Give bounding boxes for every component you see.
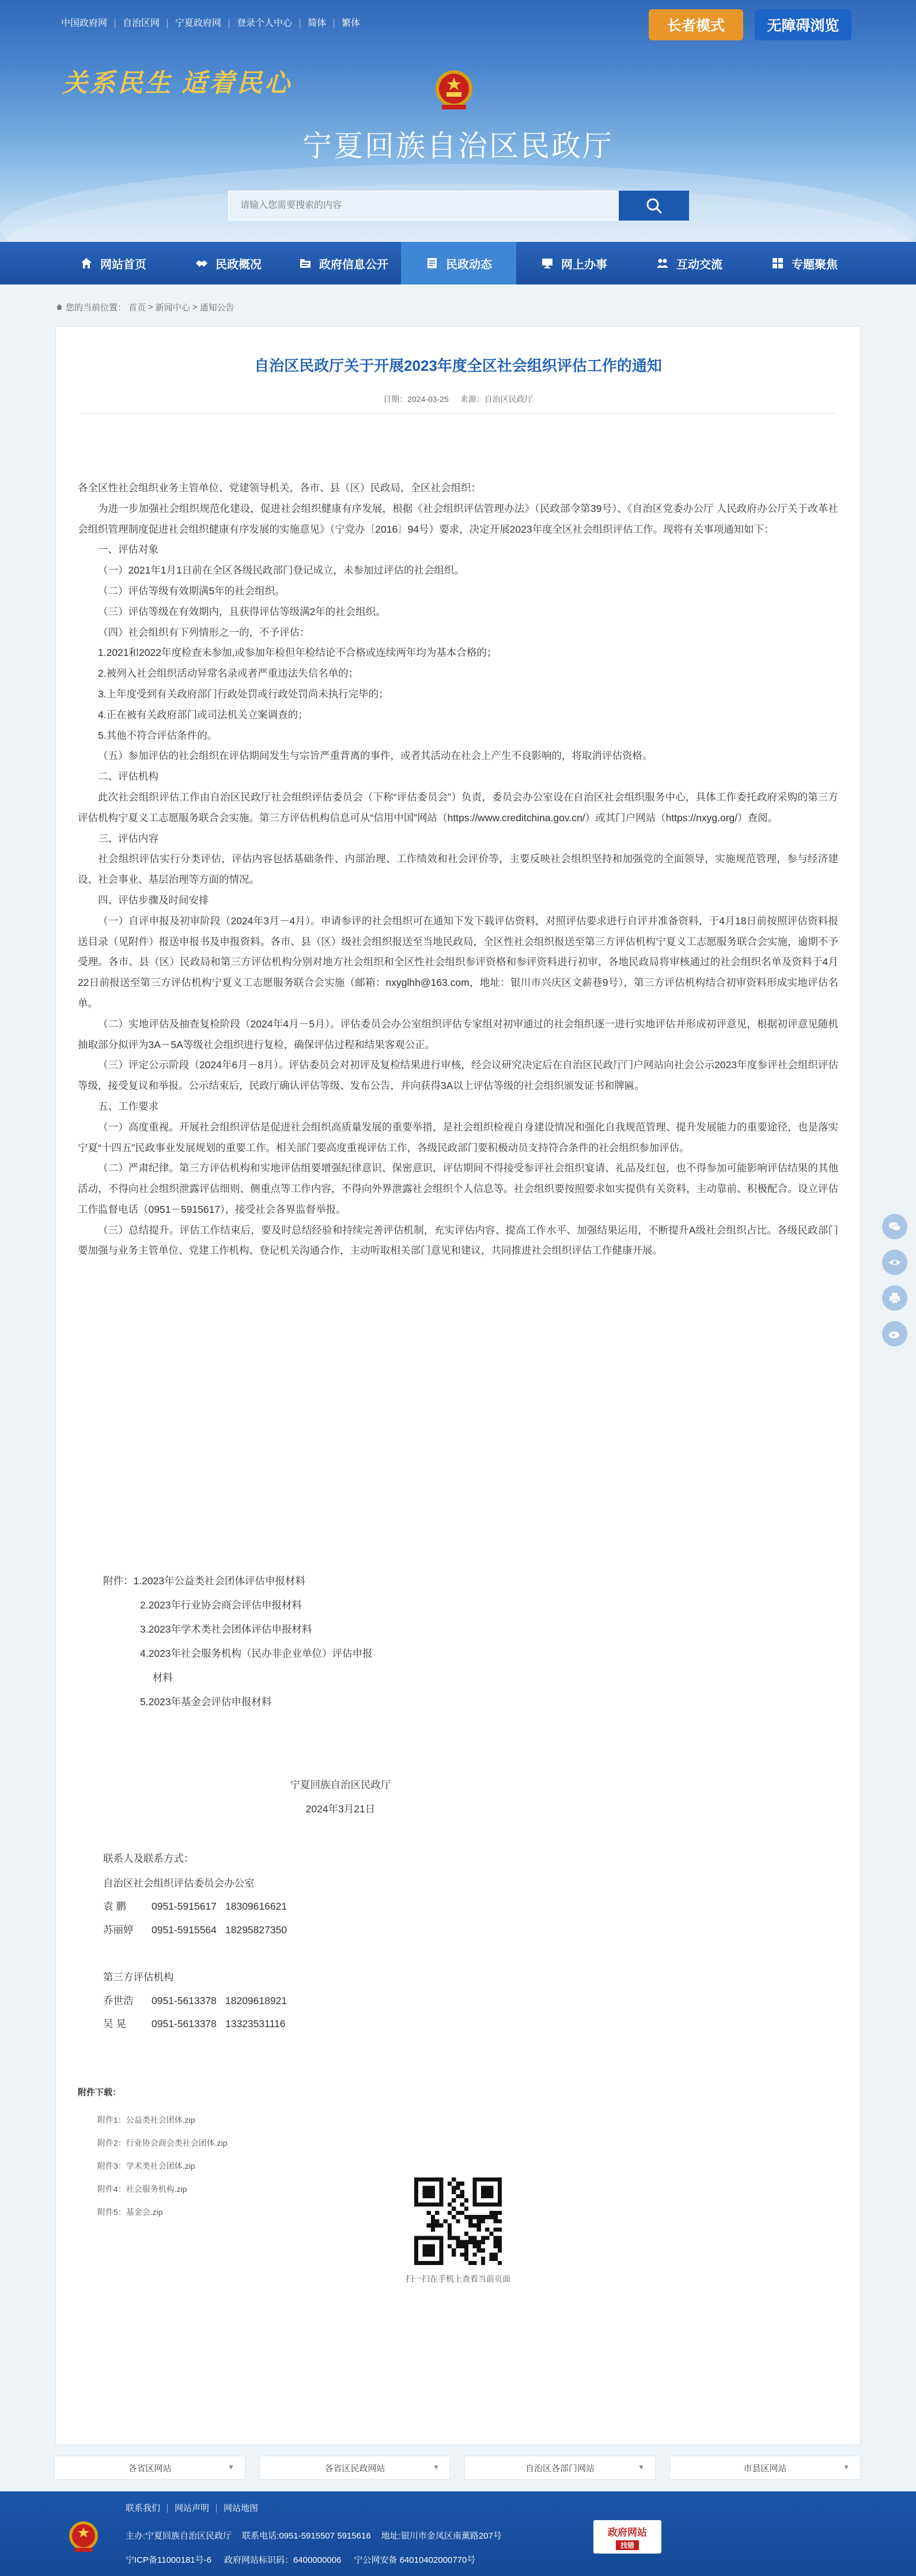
printer-icon bbox=[888, 1291, 902, 1305]
article-title: 自治区民政厅关于开展2023年度全区社会组织评估工作的通知 bbox=[254, 357, 662, 374]
nav-item-overview[interactable] bbox=[171, 242, 286, 284]
contact-name: 吴 晃 bbox=[103, 2018, 126, 2029]
footer-registration bbox=[126, 2554, 475, 2566]
badge-line1: 政府网站 bbox=[608, 2526, 647, 2538]
footer-icp[interactable]: 宁ICP备11000181号-6 bbox=[126, 2555, 211, 2565]
site-title: 宁夏回族自治区民政厅 bbox=[302, 131, 614, 163]
nav-item-home[interactable] bbox=[55, 242, 171, 284]
nav-item-topics[interactable] bbox=[747, 242, 862, 284]
select-label: 自治区各部门网站 bbox=[525, 2463, 595, 2473]
contact-row bbox=[103, 1989, 287, 2013]
news-icon bbox=[425, 256, 439, 270]
signature-org: 宁夏回族自治区民政厅 bbox=[290, 1779, 391, 1790]
footer-phone: 联系电话:0951-5915507 5915616 bbox=[242, 2531, 371, 2541]
provincial-sites-select[interactable] bbox=[54, 2456, 245, 2480]
nav-label: 互动交流 bbox=[676, 258, 722, 271]
weibo-share-button[interactable] bbox=[882, 1321, 907, 1346]
download-list bbox=[97, 2108, 228, 2224]
grid-icon bbox=[771, 256, 785, 270]
eye-icon bbox=[888, 1255, 902, 1269]
nav-label: 网上办事 bbox=[561, 258, 607, 271]
elder-mode-button[interactable]: 长者模式 bbox=[649, 9, 743, 40]
article-paragraph: 此次社会组织评估工作由自治区民政厅社会组织评估委员会（下称“评估委员会”）负责，委员会办公室设在自治区社会组织服务中心，具体工作委托政府采购的第三方评估机构宁夏义工志愿服务联合会实施。第三方评估机构信息可从“信用中国”网站（https://www.creditchina.gov.cn/）或其门户网站（https://nxyg.org/）查阅。 bbox=[78, 791, 838, 824]
accessibility-button[interactable]: 无障碍浏览 bbox=[755, 9, 851, 40]
search-icon bbox=[645, 197, 663, 214]
top-link-simplified[interactable]: 简体 bbox=[300, 19, 334, 28]
nav-item-interaction[interactable] bbox=[631, 242, 747, 284]
contact-mobile: 18209618921 bbox=[225, 1994, 287, 2006]
article-paragraph: （三）总结提升。评估工作结束后，要及时总结经验和持续完善评估机制，充实评估内容、提高工作水平、加强结果运用，不断提升A级社会组织占比。各级民政部门要加强与业务主管单位、党建工作机构、登记机关沟通合作，主动听取相关部门意见和建议，共同推进社会组织评估工作健康开展。 bbox=[78, 1224, 838, 1257]
region-departments-select[interactable] bbox=[464, 2456, 656, 2480]
article-paragraph: 各全区性社会组织业务主管单位、党建领导机关，各市、县（区）民政局，全区社会组织： bbox=[78, 482, 481, 494]
computer-icon bbox=[540, 256, 554, 270]
download-title: 附件下载： bbox=[78, 2088, 122, 2097]
header-banner bbox=[0, 0, 916, 242]
nav-label: 专题聚焦 bbox=[792, 258, 838, 271]
article-paragraph: 社会组织评估实行分类评估，评估内容包括基础条件、内部治理、工作绩效和社会评价等，主要反映社会组织坚持和加强党的全面领导，实施规范管理，参与经济建设、社会事业、基层治理等方面的情况。 bbox=[78, 853, 838, 886]
contact-block bbox=[103, 1847, 287, 2036]
breadcrumb-news-center[interactable]: 新闻中心 bbox=[155, 302, 190, 313]
qr-code bbox=[414, 2177, 502, 2265]
search-box bbox=[228, 191, 619, 221]
contact-row bbox=[103, 1895, 287, 1918]
signature-date: 2024年3月21日 bbox=[305, 1803, 376, 1815]
breadcrumb bbox=[55, 299, 234, 315]
download-link[interactable]: 附件2：行业协会商会类社会团体.zip bbox=[97, 2138, 228, 2148]
search-button[interactable] bbox=[619, 191, 689, 221]
badge-line2: 找错 bbox=[616, 2540, 639, 2550]
article-paragraph: （二）严肃纪律。第三方评估机构和实地评估组要增强纪律意识、保密意识，评估期间不得接受参评社会组织宴请、礼品及红包，也不得参加可能影响评估结果的其他活动，不得向社会组织泄露评估细则、侧重点等工作内容，不得向外界泄露社会组织个人信息等。社会组织要按照要求如实提供有关资料，主动靠前、积极配合。设立评估工作监督电话（0951－5915617），接受社会各界监督举报。 bbox=[78, 1162, 838, 1215]
signature bbox=[266, 1773, 415, 1821]
attachment-list bbox=[103, 1569, 373, 1714]
article-paragraph: 4.正在被有关政府部门或司法机关立案调查的； bbox=[98, 708, 308, 720]
breadcrumb-prefix: 您的当前位置： bbox=[66, 302, 127, 313]
contact-unit: 自治区社会组织评估委员会办公室 bbox=[103, 1877, 255, 1889]
footer-police-record[interactable]: 宁公网安备 64010402000770号 bbox=[354, 2555, 476, 2565]
article-paragraph: （二）评估等级有效期满5年的社会组织。 bbox=[98, 585, 285, 597]
footer-contact-link[interactable]: 联系我们 bbox=[126, 2503, 161, 2513]
article-paragraph: 为进一步加强社会组织规范化建设，促进社会组织健康有序发展，根据《社会组织评估管理办法》（民政部令第39号）、《自治区党委办公厅 人民政府办公厅关于改革社会组织管理制度促进社会组织健康有序发展的实施意见》（宁党办〔2016〕94号）要求，决定开展2023年度全区社会组织评估工作。现将有关事项通知如下： bbox=[78, 502, 838, 535]
article-container bbox=[55, 326, 861, 2445]
contact-mobile: 18295827350 bbox=[225, 1924, 287, 1936]
attachment-line: 附件：1.2023年公益类社会团体评估申报材料 bbox=[103, 1575, 306, 1587]
article-date: 日期：2024-03-25 bbox=[383, 394, 449, 404]
article-paragraph: （一）2021年1月1日前在全区各级民政部门登记成立，未参加过评估的社会组织。 bbox=[98, 564, 464, 576]
contact-mobile: 18309616621 bbox=[225, 1900, 287, 1912]
contact-unit: 第三方评估机构 bbox=[103, 1971, 174, 1983]
chevron-down-icon: ▼ bbox=[228, 2463, 234, 2471]
print-button[interactable] bbox=[882, 1285, 907, 1311]
provincial-civil-affairs-select[interactable] bbox=[259, 2456, 451, 2480]
handshake-icon bbox=[195, 256, 209, 270]
top-link-nx-gov[interactable]: 宁夏政府网 bbox=[167, 19, 229, 28]
folder-icon bbox=[298, 256, 312, 270]
select-label: 市县区网站 bbox=[743, 2463, 787, 2473]
select-label: 各省区民政网站 bbox=[324, 2463, 385, 2473]
article-paragraph: 四、评估步骤及时间安排 bbox=[98, 894, 209, 906]
contact-phone: 0951-5613378 bbox=[152, 1994, 217, 2006]
article-paragraph: （四）社会组织有下列情形之一的，不予评估： bbox=[98, 626, 310, 638]
main-nav bbox=[0, 242, 916, 284]
nav-label: 政府信息公开 bbox=[319, 258, 388, 271]
breadcrumb-separator: > bbox=[148, 302, 153, 312]
select-label: 各省区网站 bbox=[128, 2463, 172, 2473]
contact-row bbox=[103, 1918, 287, 1942]
footer-statement-link[interactable]: 网站声明 bbox=[167, 2504, 216, 2513]
article-paragraph: （一）高度重视。开展社会组织评估是促进社会组织高质量发展的重要举措，是社会组织检视自身建设情况和强化自我规范管理、提升发展能力的重要途径，也是落实宁夏“十四五”民政事业发展规划的重要工作。相关部门要高度重视评估工作，各级民政部门要积极动员支持符合条件的社会组织参加评估。 bbox=[78, 1121, 838, 1154]
article-paragraph: 3.上年度受到有关政府部门行政处罚或行政处罚尚未执行完毕的； bbox=[98, 688, 389, 700]
footer-info bbox=[126, 2529, 502, 2541]
nav-label: 民政概况 bbox=[215, 258, 262, 271]
chevron-down-icon: ▼ bbox=[843, 2463, 850, 2471]
wechat-icon bbox=[888, 1220, 902, 1234]
footer-address: 地址:银川市金凤区南薰路207号 bbox=[381, 2531, 502, 2541]
attachment-line: 3.2023年学术类社会团体评估申报材料 bbox=[140, 1623, 312, 1635]
attachment-line: 材料 bbox=[153, 1672, 173, 1683]
download-link[interactable]: 附件3：学术类社会团体.zip bbox=[97, 2161, 195, 2171]
search-input[interactable] bbox=[229, 191, 618, 220]
weibo-icon bbox=[888, 1327, 902, 1341]
nav-item-online-service[interactable] bbox=[516, 242, 631, 284]
breadcrumb-notices[interactable]: 通知公告 bbox=[199, 302, 234, 313]
contact-phone: 0951-5613378 bbox=[152, 2018, 217, 2029]
slogan: 关系民生 适着民心 bbox=[62, 69, 292, 97]
attachment-line: 4.2023年社会服务机构（民办非企业单位）评估申报 bbox=[140, 1648, 373, 1659]
contact-mobile: 13323531116 bbox=[225, 2018, 286, 2029]
article-paragraph: （二）实地评估及抽查复检阶段（2024年4月－5月）。评估委员会办公室组织评估专家组对初审通过的社会组织逐一进行实地评估并形成初评意见，根据初评意见随机抽取部分拟评为3A－5A等级社会组织进行复检，确保评估过程和结果客观公正。 bbox=[78, 1018, 839, 1050]
nav-label: 民政动态 bbox=[446, 258, 492, 271]
article-paragraph: （五）参加评估的社会组织在评估期间发生与宗旨严重背离的事件，或者其活动在社会上产生不良影响的，将取消评估资格。 bbox=[98, 750, 653, 762]
related-sites-bar bbox=[54, 2456, 861, 2480]
attachment-line: 2.2023年行业协会商会评估申报材料 bbox=[140, 1599, 302, 1611]
download-link[interactable]: 附件1：公益类社会团体.zip bbox=[97, 2115, 195, 2124]
top-link-login[interactable]: 登录个人中心 bbox=[229, 19, 300, 28]
footer-links bbox=[126, 2504, 265, 2513]
article-paragraph: （三）评定公示阶段（2024年6月－8月）。评估委员会对初评及复检结果进行审核，经会议研究决定后在自治区民政厅门户网站向社会公示2023年度参评社会组织评估等级，接受复议和举报。公示结束后，民政厅确认评估等级、发布公告，并向获得3A以上评估等级的社会组织颁发证书和牌匾。 bbox=[78, 1059, 838, 1092]
attachment-line: 5.2023年基金会评估申报材料 bbox=[140, 1696, 272, 1708]
download-link[interactable]: 附件4：社会服务机构.zip bbox=[97, 2184, 187, 2194]
article-paragraph: （一）自评申报及初审阶段（2024年3月－4月）。申请参评的社会组织可在通知下发下载评估资料，对照评估要求进行自评并准备资料，于4月18日前按照评估资料报送目录（见附件）报送申报书及申报资料。各市、县（区）级社会组织报送至当地民政局，全区性社会组织报送至第三方评估机构宁夏义工志愿服务联合会实施，逾期不予受理。各市、县（区）民政局和第三方评估机构分别对地方社会组织和全区性社会组织参评资格和参评资料进行初审，各地民政局将审核通过的社会组织名单及资料于4月22日前报送至第三方评估机构宁夏义工志愿服务联合会实施（邮箱：nxyglhh@163.com，地址：银川市兴庆区文薪巷9号），第三方评估机构结合初审资料形成实地评估名单。 bbox=[78, 915, 838, 1009]
nav-label: 网站首页 bbox=[100, 258, 146, 271]
article-meta bbox=[56, 393, 860, 405]
view-button[interactable] bbox=[882, 1250, 907, 1275]
breadcrumb-home[interactable]: 首页 bbox=[128, 302, 146, 313]
contact-phone: 0951-5915617 bbox=[152, 1900, 217, 1912]
article-paragraph: 一、评估对象 bbox=[98, 544, 158, 556]
contact-phone: 0951-5915564 bbox=[152, 1924, 217, 1936]
chevron-down-icon: ▼ bbox=[433, 2463, 440, 2471]
article-paragraph: 5.其他不符合评估条件的。 bbox=[98, 729, 218, 741]
contact-heading: 联系人及联系方式： bbox=[103, 1853, 194, 1864]
national-emblem-icon bbox=[434, 68, 474, 112]
find-error-badge[interactable] bbox=[593, 2520, 661, 2554]
nav-item-news[interactable] bbox=[401, 242, 516, 284]
footer-emblem-icon bbox=[68, 2520, 99, 2554]
article-paragraph: 1.2021和2022年度检查未参加,或参加年检但年检结论不合格或连续两年均为基本合格的； bbox=[98, 647, 497, 659]
footer-sitemap-link[interactable]: 网站地图 bbox=[216, 2504, 265, 2513]
footer bbox=[0, 2491, 916, 2576]
home-icon bbox=[80, 256, 93, 270]
wechat-share-button[interactable] bbox=[882, 1214, 907, 1239]
people-icon bbox=[656, 256, 669, 270]
download-link[interactable]: 附件5：基金会.zip bbox=[97, 2207, 163, 2217]
nav-item-disclosure[interactable] bbox=[286, 242, 401, 284]
city-county-sites-select[interactable] bbox=[669, 2456, 861, 2480]
article-paragraph: 2.被列入社会组织活动异常名录或者严重违法失信名单的； bbox=[98, 667, 359, 680]
article-paragraph: （三）评估等级在有效期内，且获得评估等级满2年的社会组织。 bbox=[98, 605, 386, 617]
breadcrumb-separator: > bbox=[192, 302, 198, 312]
top-link-traditional[interactable]: 繁体 bbox=[334, 19, 368, 28]
footer-site-code: 政府网站标识码：6400000006 bbox=[224, 2555, 342, 2565]
article-paragraph: 五、工作要求 bbox=[98, 1100, 158, 1112]
article-paragraph: 三、评估内容 bbox=[98, 832, 158, 844]
article-body bbox=[78, 478, 838, 1261]
article-source: 来源：自治区民政厅 bbox=[460, 394, 533, 404]
top-links-bar bbox=[61, 15, 368, 32]
footer-sponsor: 主办:宁夏回族自治区民政厅 bbox=[126, 2531, 232, 2541]
floating-share-bar bbox=[882, 1214, 907, 1346]
contact-row bbox=[103, 2012, 287, 2036]
contact-name: 袁 鹏 bbox=[103, 1900, 126, 1912]
top-link-gov[interactable]: 中国政府网 bbox=[61, 18, 108, 28]
article-paragraph: 二、评估机构 bbox=[98, 771, 158, 783]
contact-name: 苏丽婷 bbox=[103, 1924, 134, 1936]
location-icon bbox=[55, 303, 63, 311]
contact-name: 乔世浩 bbox=[103, 1994, 134, 2006]
top-link-region[interactable]: 自治区网 bbox=[115, 19, 167, 28]
chevron-down-icon: ▼ bbox=[638, 2463, 645, 2471]
qr-caption: 扫一扫在手机上查看当前页面 bbox=[406, 2274, 510, 2283]
